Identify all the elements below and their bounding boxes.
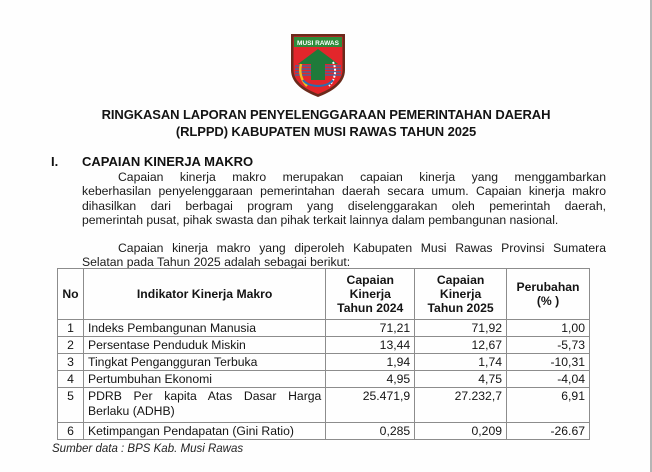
source-note: Sumber data : BPS Kab. Musi Rawas xyxy=(52,443,244,455)
cell-perubahan: -26.67 xyxy=(507,423,590,440)
cell-2025: 1,74 xyxy=(415,354,507,371)
cell-2024: 4,95 xyxy=(326,371,415,388)
cell-2025: 4,75 xyxy=(415,371,507,388)
cell-2024: 1,94 xyxy=(326,354,415,371)
header-text: Capaian xyxy=(436,273,485,287)
cell-indikator: Persentase Penduduk Miskin xyxy=(83,337,325,354)
header-indikator: Indikator Kinerja Makro xyxy=(83,269,325,320)
header-no: No xyxy=(58,269,84,320)
cell-2025: 27.232,7 xyxy=(415,388,507,423)
table-header-row xyxy=(58,269,590,320)
paragraph-line: Selatan pada Tahun 2025 adalah sebagai berikut: xyxy=(82,255,351,270)
cell-no: 6 xyxy=(58,423,84,440)
cell-indikator xyxy=(83,388,325,423)
paragraph-line: pemerintah pusat, pihak swasta dan pihak terkait lainnya dalam pembangunan nasional. xyxy=(82,213,559,228)
cell-no: 5 xyxy=(58,388,84,423)
cell-indikator: Indeks Pembangunan Manusia xyxy=(83,320,325,337)
cell-indikator-line: Berlaku (ADHB) xyxy=(87,404,175,418)
cell-no: 1 xyxy=(58,320,84,337)
cell-2024: 25.471,9 xyxy=(326,388,415,423)
header-capaian-2025 xyxy=(415,269,507,320)
report-title-line-1: RINGKASAN LAPORAN PENYELENGGARAAN PEMERINTAHAN DAERAH xyxy=(101,107,551,122)
paragraph-line: Capaian kinerja makro yang diperoleh Kabupaten Musi Rawas Provinsi Sumatera xyxy=(118,241,606,255)
header-capaian-2024 xyxy=(326,269,415,320)
cell-indikator: Pertumbuhan Ekonomi xyxy=(83,371,325,388)
cell-no: 3 xyxy=(58,354,84,371)
paragraph-line: Capaian kinerja makro merupakan capaian kinerja yang menggambarkan xyxy=(118,170,606,184)
cell-perubahan: -4,04 xyxy=(507,371,590,388)
cell-no: 2 xyxy=(58,337,84,354)
cell-2025: 12,67 xyxy=(415,337,507,354)
report-title-line-2: (RLPPD) KABUPATEN MUSI RAWAS TAHUN 2025 xyxy=(175,124,477,139)
table-row xyxy=(58,371,590,388)
cell-2025: 0,209 xyxy=(415,423,507,440)
cell-perubahan: -10,31 xyxy=(507,354,590,371)
header-text: Perubahan xyxy=(516,280,580,294)
header-text: (% ) xyxy=(536,294,560,308)
header-perubahan xyxy=(507,269,590,320)
paragraph-lead-in xyxy=(82,241,606,270)
table-row xyxy=(58,354,590,371)
table-row xyxy=(58,423,590,440)
cell-indikator: Ketimpangan Pendapatan (Gini Ratio) xyxy=(83,423,325,440)
table-row xyxy=(58,337,590,354)
cell-2024: 0,285 xyxy=(326,423,415,440)
cell-2025: 71,92 xyxy=(415,320,507,337)
header-text: Capaian xyxy=(346,273,394,287)
header-text: Tahun 2024 xyxy=(337,301,404,315)
cell-indikator-line: PDRB Per kapita Atas Dasar Harga xyxy=(87,389,322,403)
paragraph-line: keberhasilan penyelenggaraan pemerintahan daerah secara umum. Capaian kinerja makro xyxy=(82,184,606,199)
header-text: Kinerja xyxy=(349,287,391,301)
logo-banner-text: MUSI RAWAS xyxy=(297,40,339,47)
table-row xyxy=(58,320,590,337)
section-heading: CAPAIAN KINERJA MAKRO xyxy=(82,154,254,169)
cell-2024: 71,21 xyxy=(326,320,415,337)
musi-rawas-coat-of-arms-icon xyxy=(289,32,347,98)
header-text: Kinerja xyxy=(439,287,482,301)
table-row xyxy=(58,388,590,423)
macro-performance-table xyxy=(57,268,590,440)
cell-indikator: Tingkat Pengangguran Terbuka xyxy=(83,354,325,371)
cell-perubahan: 1,00 xyxy=(507,320,590,337)
paragraph-intro xyxy=(82,170,606,228)
section-number: I. xyxy=(51,154,59,169)
cell-2024: 13,44 xyxy=(326,337,415,354)
cell-perubahan: -5,73 xyxy=(507,337,590,354)
header-text: Tahun 2025 xyxy=(427,301,494,315)
cell-no: 4 xyxy=(58,371,84,388)
paragraph-line: dihasilkan dari berbagai program yang diselenggarakan oleh pemerintah daerah, xyxy=(82,198,606,213)
cell-perubahan: 6,91 xyxy=(507,388,590,423)
